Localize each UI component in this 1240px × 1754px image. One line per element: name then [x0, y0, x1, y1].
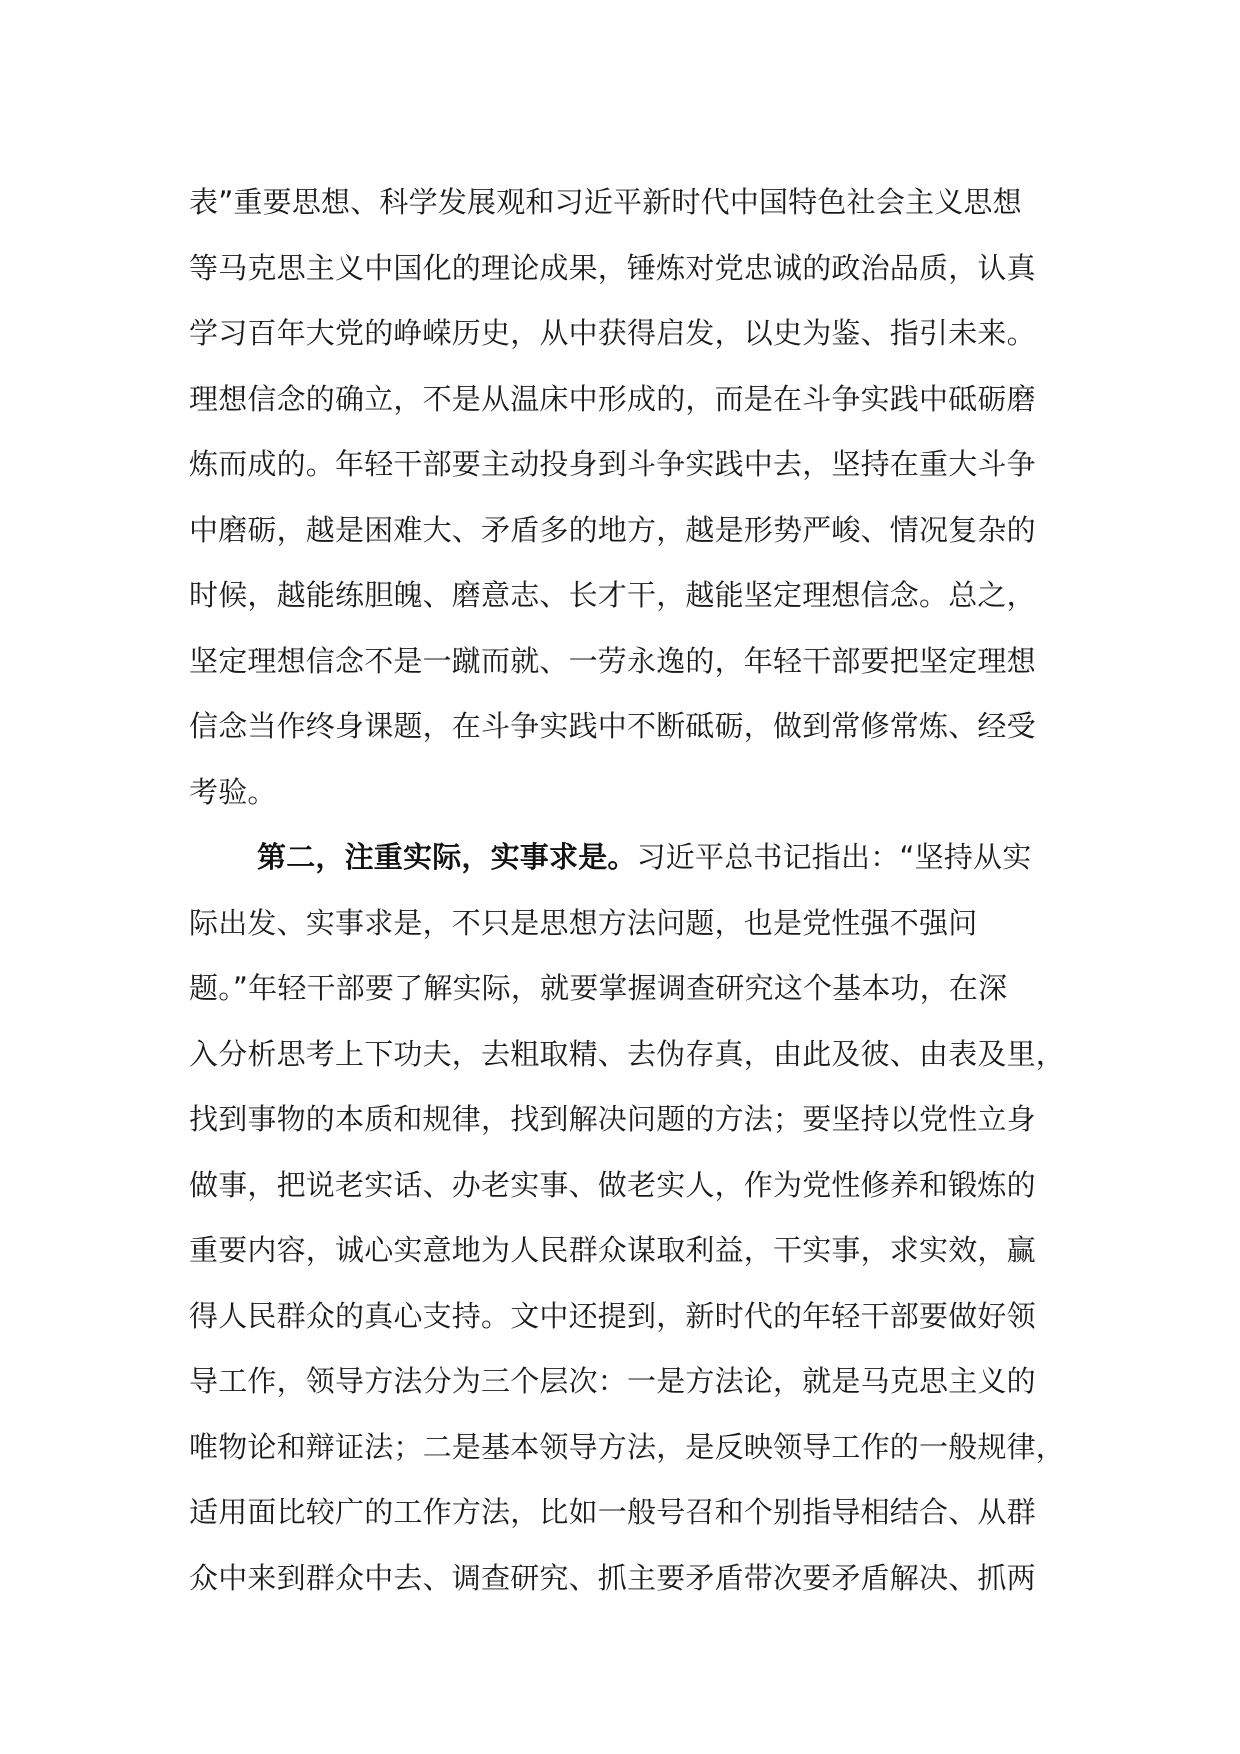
- text-line: 中磨砺，越是困难大、矛盾多的地方，越是形势严峻、情况复杂的: [189, 512, 1036, 547]
- text-line: 理想信念的确立，不是从温床中形成的，而是在斗争实践中砥砺磨: [189, 381, 1036, 416]
- text-line: 学习百年大党的峥嵘历史，从中获得启发，以史为鉴、指引未来。: [189, 316, 1036, 350]
- text-line: 得人民群众的真心支持。文中还提到，新时代的年轻干部要做好领: [189, 1298, 1036, 1333]
- text-line: 考验。: [189, 774, 277, 809]
- paragraph-2: [189, 825, 1089, 1611]
- paragraph-heading: 第二，注重实际，实事求是。: [257, 840, 637, 874]
- text-line: 坚定理想信念不是一蹴而就、一劳永逸的，年轻干部要把坚定理想: [189, 643, 1036, 678]
- paragraph-1: [189, 170, 1089, 825]
- text-line: 信念当作终身课题，在斗争实践中不断砥砺，做到常修常炼、经受: [189, 709, 1036, 743]
- text-line: 炼而成的。年轻干部要主动投身到斗争实践中去，坚持在重大斗争: [189, 447, 1036, 481]
- paragraph-2-first-line: [189, 825, 1089, 891]
- text-line: 等马克思主义中国化的理论成果，锤炼对党忠诚的政治品质，认真: [189, 250, 1036, 285]
- text-line: 导工作，领导方法分为三个层次：一是方法论，就是马克思主义的: [189, 1364, 1036, 1398]
- text-line: 做事，把说老实话、办老实事、做老实人，作为党性修养和锻炼的: [189, 1167, 1036, 1202]
- text-line: 唯物论和辩证法；二是基本领导方法，是反映领导工作的一般规律，: [189, 1429, 1066, 1464]
- text-line: 时候，越能练胆魄、磨意志、长才干，越能坚定理想信念。总之，: [189, 578, 1036, 612]
- text-line: 众中来到群众中去、调查研究、抓主要矛盾带次要矛盾解决、抓两: [189, 1560, 1036, 1595]
- text-line: 际出发、实事求是，不只是思想方法问题，也是党性强不强问: [189, 905, 978, 940]
- text-line: 找到事物的本质和规律，找到解决问题的方法；要坚持以党性立身: [189, 1102, 1036, 1136]
- document-body: [189, 170, 1089, 1611]
- paragraph-2-first-line-text: 习近平总书记指出：“坚持从实: [636, 840, 1032, 874]
- text-line: 适用面比较广的工作方法，比如一般号召和个别指导相结合、从群: [189, 1495, 1036, 1529]
- text-line: 题。”年轻干部要了解实际，就要掌握调查研究这个基本功，在深: [189, 971, 1008, 1005]
- text-line: 重要内容，诚心实意地为人民群众谋取利益，干实事，求实效，赢: [189, 1233, 1036, 1267]
- text-line: 表”重要思想、科学发展观和习近平新时代中国特色社会主义思想: [189, 185, 1022, 219]
- text-line: 入分析思考上下功夫，去粗取精、去伪存真，由此及彼、由表及里，: [189, 1036, 1066, 1071]
